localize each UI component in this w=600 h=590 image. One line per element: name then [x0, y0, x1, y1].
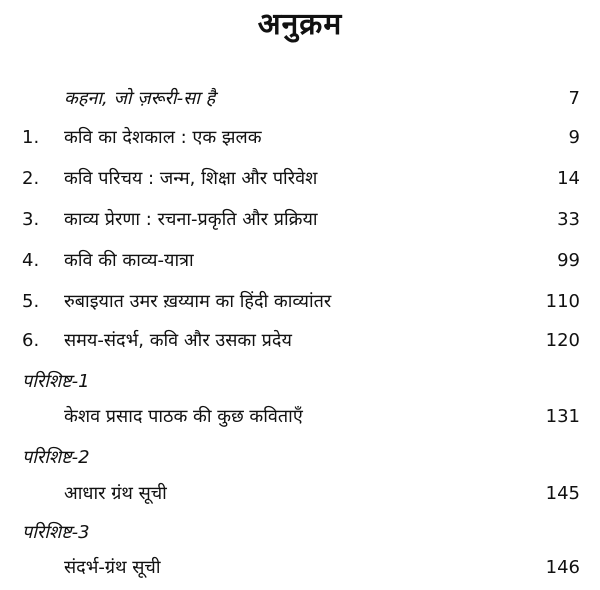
toc-appendix-heading-3	[0, 518, 600, 548]
toc-entry-number: 1.	[22, 127, 40, 148]
toc-entry-chapter-3	[0, 205, 600, 235]
toc-entry-text: केशव प्रसाद पाठक की कुछ कविताएँ	[64, 406, 303, 427]
toc-entry-text: कवि का देशकाल : एक झलक	[64, 127, 262, 148]
toc-entry-text: समय-संदर्भ, कवि और उसका प्रदेय	[64, 330, 292, 351]
toc-entry-chapter-1	[0, 123, 600, 153]
toc-entry-page: 146	[545, 557, 580, 578]
toc-entry-text: आधार ग्रंथ सूची	[64, 483, 167, 504]
toc-appendix-heading-2	[0, 443, 600, 473]
toc-entry-appendix-2	[0, 479, 600, 509]
toc-entry-number: 5.	[22, 291, 40, 312]
toc-entry-number: 3.	[22, 209, 40, 230]
toc-appendix-heading-1	[0, 367, 600, 397]
toc-entry-page: 33	[557, 209, 580, 230]
toc-entry-chapter-4	[0, 246, 600, 276]
toc-entry-number: 6.	[22, 330, 40, 351]
toc-entry-page: 7	[568, 88, 580, 109]
toc-entry-text: कहना, जो ज़रूरी-सा है	[64, 88, 216, 109]
toc-entry-page: 110	[545, 291, 580, 312]
toc-entry-page: 14	[557, 168, 580, 189]
toc-entry-text: कवि की काव्य-यात्रा	[64, 250, 194, 271]
appendix-heading: परिशिष्ट-2	[22, 447, 90, 468]
toc-entry-number: 2.	[22, 168, 40, 189]
toc-entry-text: रुबाइयात उमर ख़य्याम का हिंदी काव्यांतर	[64, 291, 332, 312]
toc-entry-page: 99	[557, 250, 580, 271]
toc-entry-text: काव्य प्रेरणा : रचना-प्रकृति और प्रक्रिया	[64, 209, 318, 230]
toc-title: अनुक्रम	[257, 7, 343, 42]
toc-entry-text: कवि परिचय : जन्म, शिक्षा और परिवेश	[64, 168, 318, 189]
toc-entry-page: 120	[545, 330, 580, 351]
toc-entry-page: 131	[545, 406, 580, 427]
toc-entry-chapter-2	[0, 164, 600, 194]
toc-entry-chapter-6	[0, 326, 600, 356]
toc-entry-appendix-1	[0, 402, 600, 432]
toc-entry-text: संदर्भ-ग्रंथ सूची	[64, 557, 161, 578]
toc-entry-intro	[0, 84, 600, 114]
toc-entry-number: 4.	[22, 250, 40, 271]
toc-entry-page: 145	[545, 483, 580, 504]
appendix-heading: परिशिष्ट-1	[22, 371, 90, 392]
toc-entry-page: 9	[568, 127, 580, 148]
toc-entry-appendix-3	[0, 553, 600, 583]
toc-entry-chapter-5	[0, 287, 600, 317]
appendix-heading: परिशिष्ट-3	[22, 522, 90, 543]
